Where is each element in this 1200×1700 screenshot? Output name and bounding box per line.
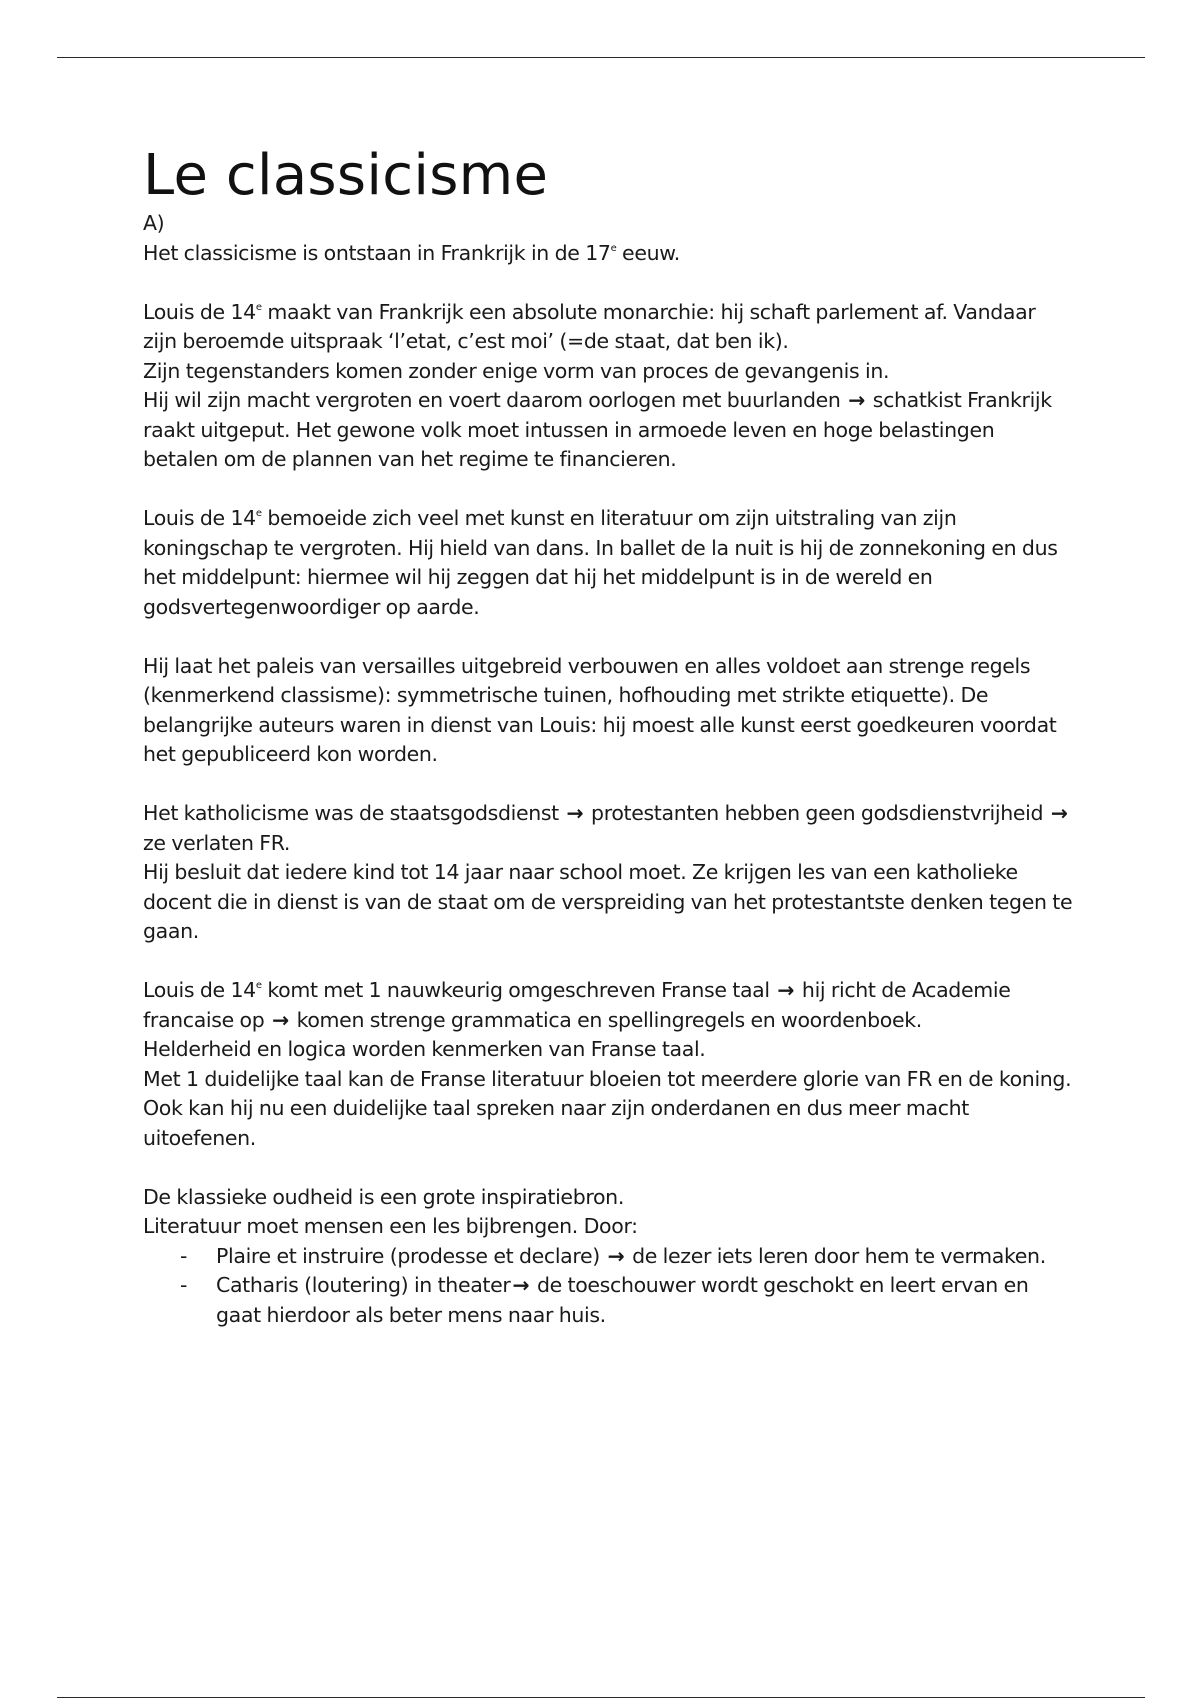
superscript: e — [255, 508, 262, 519]
text-run: komt met 1 nauwkeurig omgeschreven Franse taal — [261, 978, 770, 1002]
paragraph-monarchy — [143, 298, 1073, 475]
intro-text-end: eeuw. — [616, 240, 680, 265]
text-run: maakt van Frankrijk een absolute monarchie: hij schaft parlement af. Vandaar zijn beroemde uitspraak ‘l’etat, c’est moi’ (=de staat, dat ben ik). — [143, 299, 1036, 353]
text-run: de lezer iets leren door hem te vermaken. — [632, 1243, 1046, 1268]
section-label: A) — [143, 211, 165, 235]
paragraph-language — [143, 976, 1073, 1153]
text-run: ze verlaten FR. — [143, 830, 291, 855]
paragraph-intro — [143, 239, 1073, 269]
text-run: Louis de 14 — [143, 978, 256, 1002]
paragraph-line: Met 1 duidelijke taal kan de Franse literatuur bloeien tot meerdere glorie van FR en de koning. Ook kan hij nu een duidelijke taal spreken naar zijn onderdanen en dus meer macht uitoefenen. — [143, 1066, 1072, 1150]
paragraph-versailles — [143, 652, 1073, 770]
text-run: protestanten hebben geen godsdienstvrijheid — [591, 801, 1044, 825]
list-item — [143, 1271, 1073, 1330]
paragraph-arts — [143, 504, 1073, 622]
list-item — [143, 1242, 1073, 1272]
page-title: Le classicisme — [143, 143, 549, 208]
arrow-right-icon: → — [566, 801, 584, 825]
superscript: e — [610, 242, 617, 254]
bullet-list — [143, 1242, 1073, 1331]
text-run: schatkist Frankrijk raakt uitgeput. Het gewone volk moet intussen in armoede leven en hoge belastingen betalen om de plannen van het regime te financieren. — [143, 388, 1052, 471]
text-run: Hij wil zijn macht vergroten en voert daarom oorlogen met buurlanden — [143, 388, 841, 412]
arrow-right-icon: → — [607, 1243, 625, 1268]
text-run: Plaire et instruire (prodesse et declare) — [216, 1243, 600, 1268]
paragraph-line: Zijn tegenstanders komen zonder enige vorm van proces de gevangenis in. — [143, 358, 890, 383]
paragraph-line: Helderheid en logica worden kenmerken van Franse taal. — [143, 1037, 706, 1061]
paragraph-line — [143, 386, 1073, 475]
dash-bullet: - — [180, 1273, 188, 1297]
document-body — [143, 143, 1073, 1330]
paragraph-line — [143, 504, 1073, 622]
paragraph-religion — [143, 799, 1073, 947]
arrow-right-icon: → — [848, 388, 866, 412]
text-run: Louis de 14 — [143, 506, 256, 530]
paragraph-line: Literatuur moet mensen een les bijbrengen. Door: — [143, 1214, 638, 1238]
text-run: komen strenge grammatica en spellingregels en woordenboek. — [296, 1007, 922, 1032]
text-run: hij richt de Academie francaise op — [143, 978, 1011, 1032]
paragraph-line: De klassieke oudheid is een grote inspiratiebron. — [143, 1184, 624, 1209]
paragraph-line — [143, 976, 1073, 1035]
dash-bullet: - — [180, 1243, 188, 1268]
arrow-right-icon: → — [777, 978, 795, 1002]
text-run: de toeschouwer wordt geschokt en leert ervan en gaat hierdoor als beter mens naar huis. — [216, 1273, 1029, 1327]
superscript: e — [255, 980, 262, 991]
text-run: Het katholicisme was de staatsgodsdienst — [143, 801, 559, 825]
bottom-rule — [57, 1697, 1145, 1698]
paragraph-line — [143, 799, 1073, 858]
superscript: e — [255, 301, 262, 313]
arrow-right-icon: → — [512, 1273, 530, 1297]
text-run: Catharis (loutering) in theater — [216, 1273, 511, 1297]
intro-text: Het classicisme is ontstaan in Frankrijk in de 17 — [143, 240, 611, 265]
paragraph-line: Hij laat het paleis van versailles uitgebreid verbouwen en alles voldoet aan strenge regels (kenmerkend classisme): symmetrische tuinen, hofhouding met strikte etiquette). De belangrijke auteurs waren in dienst van Louis: hij moest alle kunst eerst goedkeuren voordat het gepubliceerd kon worden. — [143, 653, 1057, 766]
text-run: bemoeide zich veel met kunst en literatuur om zijn uitstraling van zijn koningschap te vergroten. Hij hield van dans. In ballet de la nuit is hij de zonnekoning en dus het middelpunt: hiermee wil hij zeggen dat hij het middelpunt is in de wereld en godsvertegenwoordiger op aarde. — [143, 506, 1058, 619]
text-run: Louis de 14 — [143, 299, 256, 324]
paragraph-antiquity — [143, 1183, 1073, 1331]
paragraph-line — [143, 298, 1073, 357]
arrow-right-icon: → — [1050, 801, 1068, 825]
top-rule — [57, 57, 1145, 58]
arrow-right-icon: → — [272, 1007, 289, 1032]
paragraph-line: Hij besluit dat iedere kind tot 14 jaar naar school moet. Ze krijgen les van een katholieke docent die in dienst is van de staat om de verspreiding van het protestantste denken tegen te gaan. — [143, 860, 1073, 943]
